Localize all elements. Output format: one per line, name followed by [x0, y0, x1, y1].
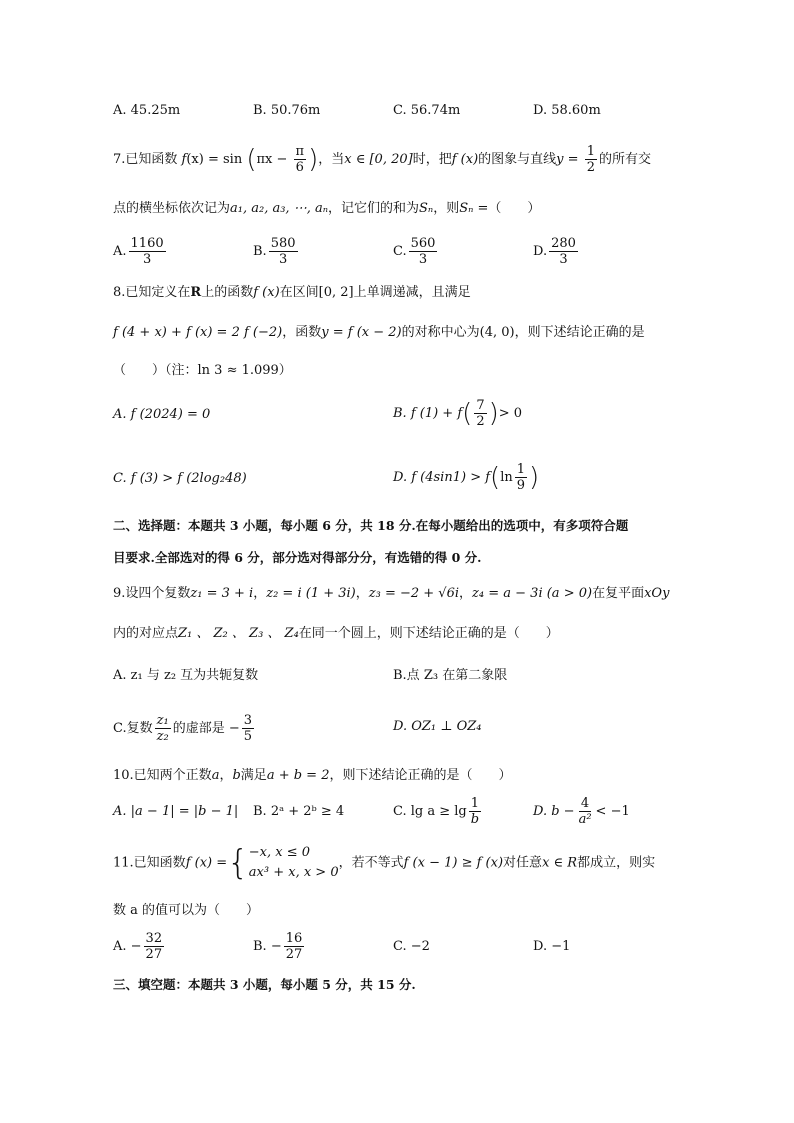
q7-mid2: 时，把 [412, 152, 452, 167]
q10-tail: ，则下述结论正确的是（ ） [329, 768, 512, 783]
q11-line1c: 对任意 [503, 855, 543, 871]
q9-option-b: B.点 Z₃ 在第二象限 [393, 668, 508, 683]
q7-option-a [113, 236, 168, 267]
q10-option-c [393, 796, 483, 827]
q8-optb-lparen: ( [462, 398, 473, 429]
q9-points: Z₁ 、 Z₂ 、 Z₃ 、 Z₄ [178, 626, 299, 641]
q8-line2c: 的对称中心为 [401, 325, 480, 340]
q7-option-b [253, 236, 300, 267]
q11-option-a [113, 931, 166, 962]
q9-optc-a: C.复数 [113, 721, 153, 736]
q8-optb-num: 7 [476, 398, 485, 413]
q8-interval: [0, 2] [318, 285, 354, 300]
q8-stem-line1 [113, 283, 471, 303]
q8-line1a: 8.已知定义在 [113, 285, 191, 300]
q10-optd-frac [577, 796, 594, 827]
q8-optd-den: 9 [516, 478, 525, 493]
q11-optb-frac [284, 931, 305, 962]
q7-optd-label: D. [533, 244, 548, 259]
q8-optc-text: C. f (3) > f (2log₂48) [113, 471, 247, 486]
q7-optb-frac [269, 236, 298, 267]
q8-stem-line2 [113, 323, 645, 343]
q10-optc-num: 1 [470, 796, 480, 811]
q11-ineq: f (x − 1) ≥ f (x) [403, 855, 504, 871]
q10-stem [113, 766, 512, 786]
q10-b: b [232, 768, 241, 783]
q8-r: R [190, 285, 202, 300]
q10-optc-a: C. lg a ≥ lg [393, 804, 467, 819]
q9-optc-frac1 [155, 713, 171, 744]
q7-optd-frac [549, 236, 578, 267]
q11-opta-den: 27 [145, 947, 163, 962]
q11-optb-den: 27 [285, 947, 303, 962]
q10-comma: ， [219, 768, 233, 783]
q8-option-a [113, 405, 210, 425]
q9-optc-frac2 [242, 713, 254, 744]
q9-line1b: 在复平面 [592, 586, 645, 601]
q7-optb-num: 580 [270, 236, 296, 251]
q8-func2: y = f (x − 2) [321, 325, 402, 340]
q10-optd-den: a² [578, 812, 592, 827]
q8-optb-a: B. f (1) + f [393, 406, 463, 421]
q8-optb-den: 2 [476, 414, 485, 429]
q7-prefix: 7.已知函数 [113, 152, 178, 167]
q7-opta-num: 1160 [130, 236, 164, 251]
q7-tail: 的所有交 [598, 152, 651, 167]
q10-option-a [113, 802, 238, 822]
q9-line2b: 在同一个圆上，则下述结论正确的是（ ） [298, 626, 559, 641]
q9-z3: z₃ = −2 + √6i [368, 586, 460, 601]
q9-z2: z₂ = i (1 + 3i) [266, 586, 356, 601]
q8-optd-a: D. f (4sin1) > f [393, 470, 491, 485]
q10-opta-text: A. |a − 1| = |b − 1| [113, 804, 239, 819]
q7-optd-num: 280 [551, 236, 576, 251]
q10-cond: a + b = 2 [266, 768, 330, 783]
q8-optd-lparen: ( [490, 462, 501, 493]
q6-option-b: B. 50.76m [253, 103, 321, 118]
q7-stem-line2 [113, 199, 540, 219]
q11-line1b: ，若不等式 [338, 855, 404, 871]
q8-line2b: ，函数 [282, 325, 322, 340]
q6-option-c: C. 56.74m [393, 103, 461, 118]
q8-option-c [113, 469, 247, 489]
q9-option-c [113, 713, 256, 744]
q7-paren: （ ） [488, 201, 541, 216]
q7-line2c: ，则 [433, 201, 460, 216]
q8-line1c: 在区间 [279, 285, 319, 300]
q7-f: f [181, 152, 187, 167]
q6-option-a: A. 45.25m [113, 103, 181, 118]
q7-two: 2 [586, 160, 595, 175]
q11-option-c: C. −2 [393, 939, 430, 954]
q7-line2a: 点的横坐标依次记为 [113, 201, 231, 216]
q11-optb-label: B. − [253, 939, 282, 954]
q8-optd-frac [515, 462, 527, 493]
q11-fx: f (x) = [185, 855, 228, 871]
q7-stem-line1 [113, 144, 651, 175]
q11-case1: −x, x ≤ 0 [248, 845, 311, 860]
q10-optd-num: 4 [580, 796, 590, 811]
q9-sep3: ， [459, 586, 473, 601]
q11-stem-line1 [113, 843, 655, 883]
q11-opta-num: 32 [145, 931, 163, 946]
q11-option-d: D. −1 [533, 939, 571, 954]
q11-opta-frac [144, 931, 165, 962]
q7-optc-label: C. [393, 244, 407, 259]
q7-optc-num: 560 [410, 236, 436, 251]
q8-line2d: ，则下述结论正确的是 [514, 325, 645, 340]
q8-equation: f (4 + x) + f (x) = 2 f (−2) [113, 325, 283, 340]
q9-line2a: 内的对应点 [113, 626, 179, 641]
q7-optd-den: 3 [559, 252, 568, 267]
q7-pi: π [295, 144, 305, 159]
q7-option-c [393, 236, 439, 267]
q9-optc-num2: 3 [243, 713, 252, 728]
section2-line1: 二、选择题：本题共 3 小题，每小题 6 分，共 18 分.在每小题给出的选项中，有多项符合题 [113, 518, 629, 533]
q8-option-b [393, 398, 522, 429]
section2-line2: 目要求.全部选对的得 6 分，部分选对得部分分，有选错的得 0 分. [113, 550, 482, 565]
q9-optd-text: D. OZ₁ ⊥ OZ₄ [393, 719, 482, 734]
q11-brace: { [227, 843, 249, 883]
q7-arg: πx − [256, 152, 288, 167]
q9-z1: z₁ = 3 + i [190, 586, 254, 601]
q7-opta-den: 3 [142, 252, 152, 267]
q9-optc-num: z₁ [156, 713, 169, 728]
q7-opta-frac [129, 236, 166, 267]
q11-option-b [253, 931, 306, 962]
q11-xr: x ∈ R [542, 855, 578, 871]
q9-stem-line1 [113, 584, 669, 604]
q7-domain: x ∈ [0, 20] [344, 152, 413, 167]
q7-one: 1 [586, 144, 595, 159]
q9-option-d [393, 717, 482, 737]
q9-optc-den2: 5 [243, 729, 252, 744]
q10-a: a [211, 768, 220, 783]
q10-option-d [533, 796, 630, 827]
q8-optb-rparen: ) [488, 398, 499, 429]
q10-line1: 10.已知两个正数 [113, 768, 212, 783]
q8-opta-text: A. f (2024) = 0 [113, 407, 211, 422]
q11-line1d: 都成立，则实 [577, 855, 656, 871]
q9-z4: z₄ = a − 3i (a > 0) [472, 586, 593, 601]
q9-xoy: xOy [644, 586, 670, 601]
q7-optc-frac [409, 236, 438, 267]
q9-optc-den: z₂ [156, 729, 169, 744]
q7-line2b: ，记它们的和为 [327, 201, 419, 216]
q7-mid: ，当 [318, 152, 345, 167]
q7-pi-over-6 [294, 144, 307, 175]
q9-stem-line2 [113, 624, 559, 644]
q7-half [585, 144, 597, 175]
q7-six: 6 [295, 160, 304, 175]
q10-optc-frac [469, 796, 481, 827]
q10-option-b [253, 802, 344, 822]
q7-mid3: 的图象与直线 [478, 152, 557, 167]
q9-sep2: ， [355, 586, 369, 601]
q8-option-d [393, 462, 539, 493]
q11-optb-num: 16 [285, 931, 303, 946]
q7-optb-label: B. [253, 244, 267, 259]
q7-func: (x) = sin [186, 152, 243, 167]
q10-optd-a: D. b − [533, 804, 575, 819]
q7-optb-den: 3 [278, 252, 288, 267]
q7-lparen: ( [246, 144, 257, 175]
q9-sep1: ， [253, 586, 267, 601]
q8-fx: f (x) [253, 285, 280, 300]
q7-y: y = [556, 152, 579, 167]
q8-center: (4, 0) [479, 325, 515, 340]
q8-optd-ln: ln [500, 470, 513, 485]
q10-optc-den: b [470, 812, 480, 827]
q8-optb-frac [474, 398, 486, 429]
section3-line1: 三、填空题：本题共 3 小题，每小题 5 分，共 15 分. [113, 977, 416, 992]
q6-option-d: D. 58.60m [533, 103, 601, 118]
q8-optd-rparen: ) [529, 462, 540, 493]
q8-optd-num: 1 [516, 462, 525, 477]
q8-stem-line3: （ ）（注：ln 3 ≈ 1.099） [113, 363, 292, 378]
q7-rparen: ) [308, 144, 319, 175]
q7-sequence: a₁, a₂, a₃, ⋯, aₙ [230, 201, 328, 216]
q7-sn-eq: Sₙ = [459, 201, 489, 216]
q11-case2: ax³ + x, x > 0 [248, 865, 339, 880]
q9-optc-b: 的虚部是 − [172, 721, 240, 736]
q10-mid: 满足 [240, 768, 267, 783]
q7-sn: Sₙ [419, 201, 434, 216]
q7-opta-label: A. [113, 244, 127, 259]
q7-option-d [533, 236, 580, 267]
q10-optb-text: B. 2ᵃ + 2ᵇ ≥ 4 [253, 804, 345, 819]
q8-optb-b: > 0 [498, 406, 523, 421]
q10-optd-b: < −1 [595, 804, 630, 819]
q11-stem-line2: 数 a 的值可以为（ ） [113, 903, 260, 918]
q7-fx: f (x) [451, 152, 479, 167]
q9-line1a: 9.设四个复数 [113, 586, 191, 601]
q11-opta-label: A. − [113, 939, 142, 954]
q9-option-a: A. z₁ 与 z₂ 互为共轭复数 [113, 668, 259, 683]
q8-line1b: 上的函数 [201, 285, 254, 300]
q11-line1a: 11.已知函数 [113, 855, 186, 871]
q11-cases [249, 843, 339, 883]
q8-line1d: 上单调递减，且满足 [353, 285, 471, 300]
q7-optc-den: 3 [418, 252, 428, 267]
